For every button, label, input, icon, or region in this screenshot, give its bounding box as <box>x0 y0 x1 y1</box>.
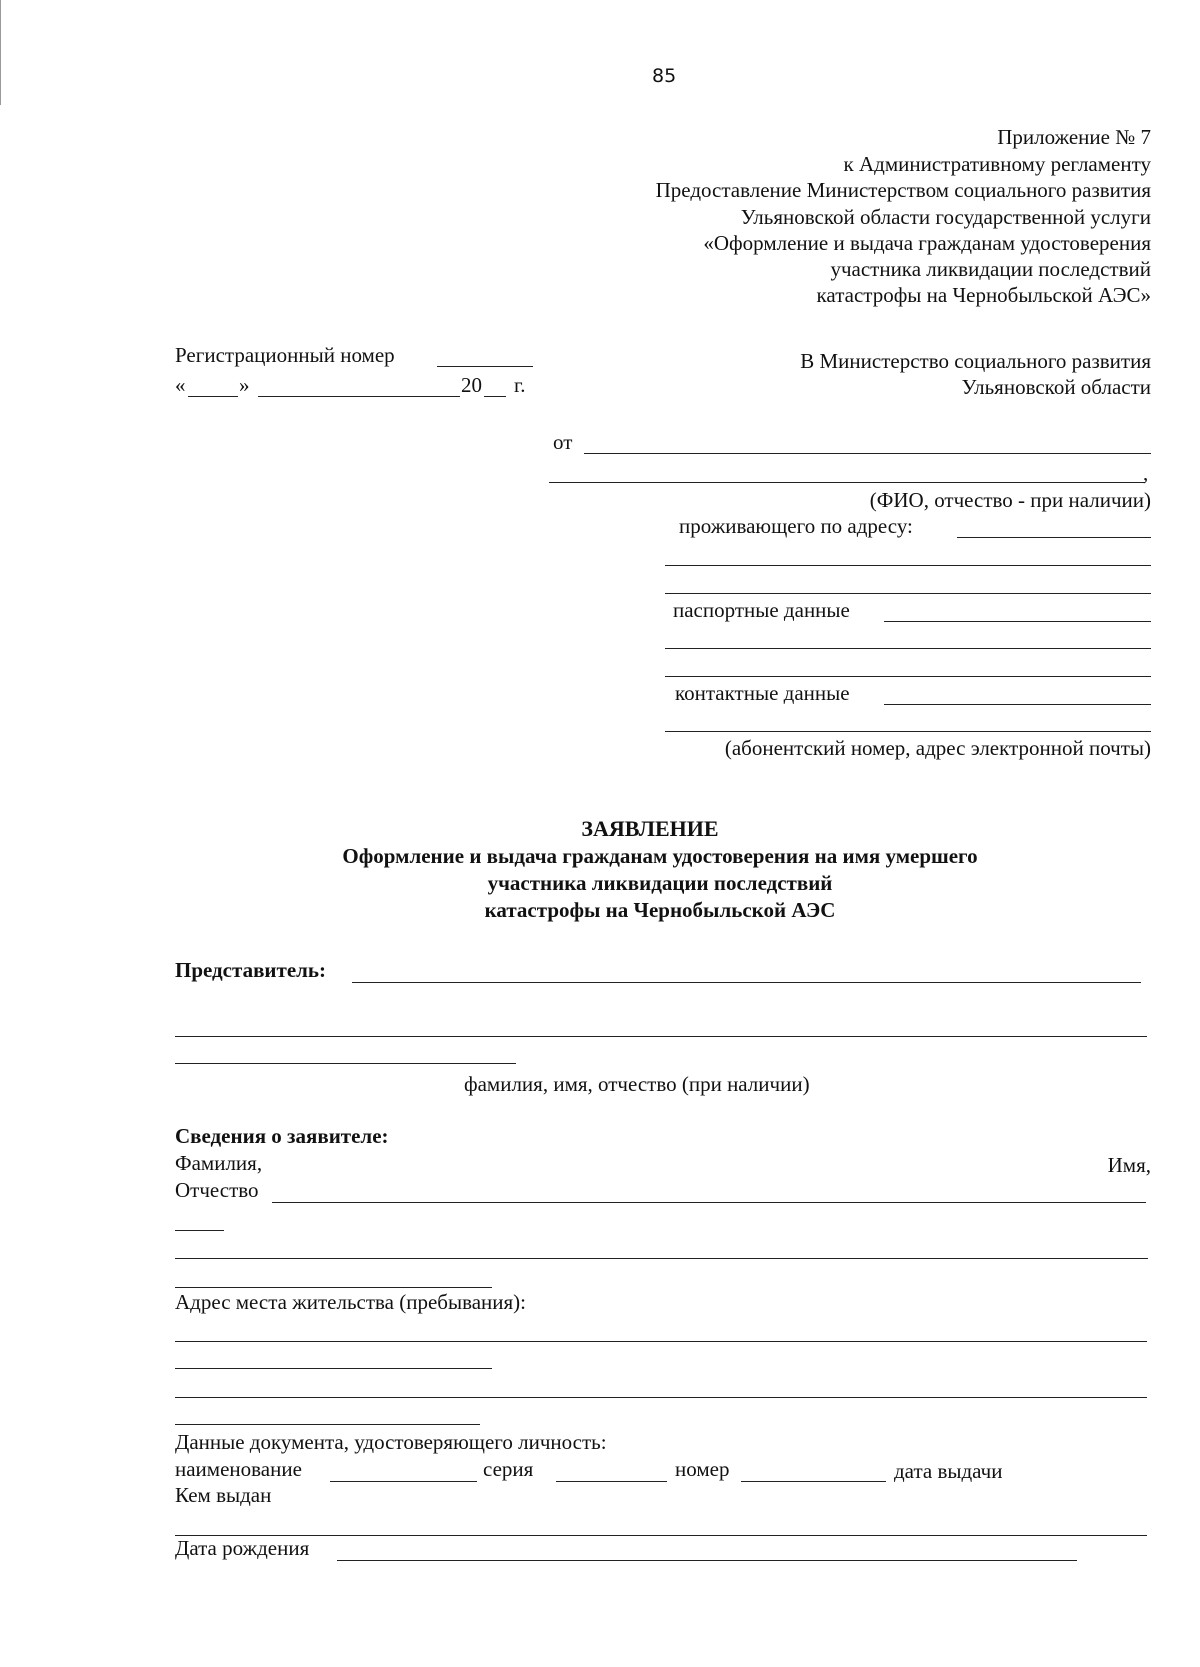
address-label: Адрес места жительства (пребывания): <box>175 1290 527 1314</box>
document-subtitle-3: катастрофы на Чернобыльской АЭС <box>484 898 836 922</box>
patronymic-field-4[interactable] <box>175 1287 492 1288</box>
representative-field-3[interactable] <box>175 1063 516 1064</box>
registration-quote-close: » <box>239 373 250 397</box>
issued-by-field[interactable] <box>175 1535 1147 1536</box>
from-comma: , <box>1143 461 1149 485</box>
doc-name-label: наименование <box>175 1457 302 1481</box>
address-field-3[interactable] <box>175 1397 1147 1398</box>
registration-year-suffix: г. <box>514 373 526 397</box>
patronymic-field-2[interactable] <box>175 1230 224 1231</box>
addressee-line-1: В Министерство социального развития <box>800 349 1151 373</box>
birth-date-label: Дата рождения <box>175 1536 310 1560</box>
contact-hint: (абонентский номер, адрес электронной почты) <box>724 736 1151 760</box>
issued-by-label: Кем выдан <box>175 1483 272 1507</box>
registration-day-field[interactable] <box>188 396 238 397</box>
passport-field-1[interactable] <box>884 621 1151 622</box>
series-field[interactable] <box>556 1481 667 1482</box>
patronymic-label: Отчество <box>175 1178 259 1202</box>
annex-line-2: к Административному регламенту <box>843 152 1151 176</box>
applicant-heading: Сведения о заявителе: <box>175 1124 389 1148</box>
annex-line-5: «Оформление и выдача гражданам удостоверения <box>703 231 1151 255</box>
residence-field-3[interactable] <box>665 593 1151 594</box>
birth-date-field[interactable] <box>337 1560 1077 1561</box>
annex-line-4: Ульяновской области государственной услуги <box>740 205 1151 229</box>
addressee-line-2: Ульяновской области <box>961 375 1151 399</box>
doc-name-field[interactable] <box>330 1481 477 1482</box>
annex-line-3: Предоставление Министерством социального развития <box>655 178 1151 202</box>
residence-field-2[interactable] <box>665 565 1151 566</box>
surname-label: Фамилия, <box>175 1151 263 1175</box>
registration-month-field[interactable] <box>258 396 460 397</box>
issue-date-label: дата выдачи <box>894 1459 1003 1483</box>
residence-label: проживающего по адресу: <box>679 514 913 538</box>
passport-field-2[interactable] <box>665 648 1151 649</box>
registration-year-field[interactable] <box>484 396 506 397</box>
passport-field-3[interactable] <box>665 676 1151 677</box>
document-heading: ЗАЯВЛЕНИЕ <box>581 816 719 841</box>
registration-number-field[interactable] <box>437 366 533 367</box>
name-label: Имя, <box>1107 1153 1151 1177</box>
patronymic-field-1[interactable] <box>272 1202 1146 1203</box>
number-field[interactable] <box>741 1481 886 1482</box>
patronymic-field-3[interactable] <box>175 1258 1148 1259</box>
id-doc-label: Данные документа, удостоверяющего личность: <box>175 1430 607 1454</box>
annex-line-7: катастрофы на Чернобыльской АЭС» <box>816 283 1151 307</box>
number-label: номер <box>675 1457 730 1481</box>
annex-line-1: Приложение № 7 <box>997 125 1151 149</box>
address-field-1[interactable] <box>175 1341 1147 1342</box>
address-field-2[interactable] <box>175 1368 492 1369</box>
annex-line-6: участника ликвидации последствий <box>830 257 1151 281</box>
passport-label: паспортные данные <box>673 598 850 622</box>
residence-field-1[interactable] <box>957 537 1151 538</box>
document-subtitle-2: участника ликвидации последствий <box>487 871 833 895</box>
contact-field-1[interactable] <box>884 704 1151 705</box>
contact-label: контактные данные <box>675 681 850 705</box>
registration-year-prefix: 20 <box>461 373 482 397</box>
document-subtitle-1: Оформление и выдача гражданам удостоверения на имя умершего <box>342 844 978 868</box>
from-field-2[interactable] <box>549 482 1145 483</box>
contact-field-2[interactable] <box>665 731 1151 732</box>
from-field-1[interactable] <box>584 453 1151 454</box>
registration-label: Регистрационный номер <box>175 343 395 367</box>
scan-edge <box>0 0 1 105</box>
from-label: от <box>553 430 573 454</box>
representative-field-1[interactable] <box>352 982 1141 983</box>
representative-hint: фамилия, имя, отчество (при наличии) <box>464 1072 810 1096</box>
series-label: серия <box>483 1457 534 1481</box>
representative-label: Представитель: <box>175 958 327 982</box>
fio-hint: (ФИО, отчество - при наличии) <box>869 488 1151 512</box>
registration-quote-open: « <box>175 373 186 397</box>
address-field-4[interactable] <box>175 1424 480 1425</box>
page-number: 85 <box>652 65 677 87</box>
representative-field-2[interactable] <box>175 1036 1147 1037</box>
